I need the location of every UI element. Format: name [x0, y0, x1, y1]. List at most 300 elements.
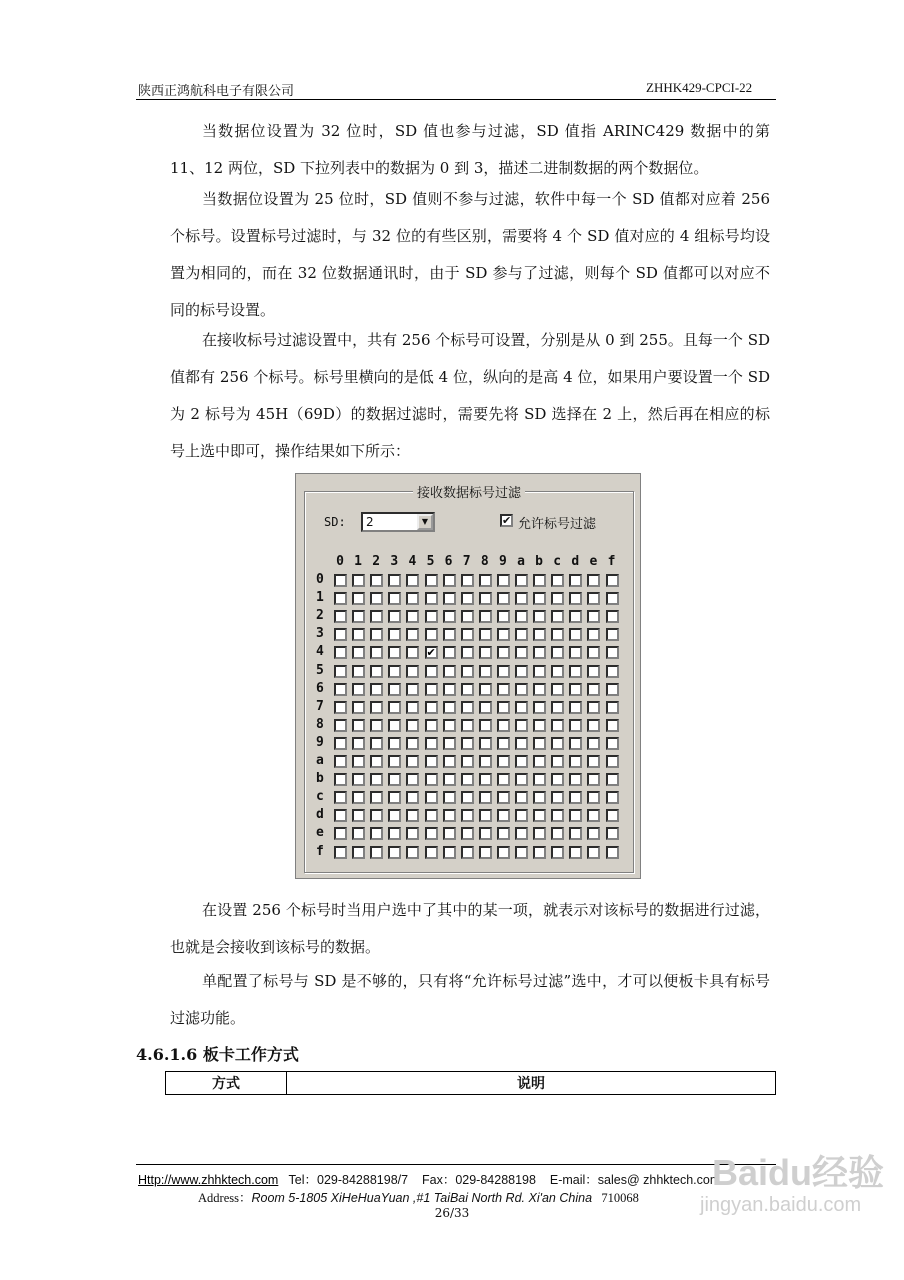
- label-checkbox[interactable]: [587, 846, 600, 859]
- label-checkbox[interactable]: [425, 737, 438, 750]
- column-header: 8: [480, 554, 489, 569]
- label-checkbox[interactable]: [443, 665, 456, 678]
- allow-filter-checkbox[interactable]: ✔: [502, 514, 512, 527]
- label-checkbox[interactable]: [443, 791, 456, 804]
- label-checkbox[interactable]: [461, 827, 474, 840]
- label-checkbox[interactable]: [352, 755, 365, 768]
- label-filter-dialog: [295, 473, 641, 879]
- label-checkbox[interactable]: [388, 791, 401, 804]
- footer-rule: [136, 1164, 776, 1165]
- page-number: 26/33: [434, 1206, 470, 1220]
- label-checkbox[interactable]: [388, 701, 401, 714]
- label-checkbox[interactable]: [479, 665, 492, 678]
- label-checkbox[interactable]: [334, 574, 347, 587]
- label-checkbox[interactable]: [533, 846, 546, 859]
- label-checkbox[interactable]: [352, 701, 365, 714]
- label-checkbox[interactable]: [551, 827, 564, 840]
- table-header-description: 说明: [287, 1072, 776, 1095]
- label-checkbox[interactable]: [497, 574, 510, 587]
- label-checkbox[interactable]: [352, 592, 365, 605]
- label-checkbox[interactable]: [370, 791, 383, 804]
- label-checkbox[interactable]: [587, 683, 600, 696]
- label-checkbox[interactable]: [533, 719, 546, 732]
- label-checkbox[interactable]: [497, 737, 510, 750]
- label-checkbox[interactable]: [569, 683, 582, 696]
- label-checkbox[interactable]: [479, 719, 492, 732]
- label-checkbox[interactable]: [606, 665, 619, 678]
- label-checkbox[interactable]: [587, 827, 600, 840]
- sd-dropdown[interactable]: [361, 512, 435, 532]
- label-checkbox[interactable]: [334, 592, 347, 605]
- label-checkbox[interactable]: [551, 646, 564, 659]
- label-checkbox[interactable]: [461, 719, 474, 732]
- label-checkbox[interactable]: [606, 683, 619, 696]
- label-checkbox[interactable]: [370, 592, 383, 605]
- label-checkbox[interactable]: [388, 809, 401, 822]
- label-checkbox[interactable]: [370, 683, 383, 696]
- label-checkbox[interactable]: [606, 592, 619, 605]
- header-doc-code: ZHHK429-CPCI-22: [646, 80, 753, 95]
- label-checkbox[interactable]: [515, 628, 528, 641]
- label-checkbox[interactable]: [425, 827, 438, 840]
- label-checkbox[interactable]: [406, 683, 419, 696]
- label-checkbox[interactable]: [352, 791, 365, 804]
- label-checkbox[interactable]: [352, 846, 365, 859]
- label-checkbox[interactable]: [479, 737, 492, 750]
- label-checkbox[interactable]: [569, 610, 582, 623]
- label-checkbox[interactable]: [569, 773, 582, 786]
- label-checkbox[interactable]: [370, 665, 383, 678]
- label-checkbox[interactable]: [497, 755, 510, 768]
- label-checkbox[interactable]: [569, 646, 582, 659]
- label-checkbox[interactable]: [370, 574, 383, 587]
- label-checkbox[interactable]: [587, 574, 600, 587]
- label-checkbox[interactable]: [406, 574, 419, 587]
- footer-address-text: Room 5-1805 XiHeHuaYuan ,#1 TaiBai North Rd. Xi'an China: [251, 1191, 593, 1205]
- label-checkbox[interactable]: [515, 791, 528, 804]
- groupbox-title: 接收数据标号过滤: [413, 482, 525, 501]
- label-checkbox[interactable]: [461, 592, 474, 605]
- label-checkbox[interactable]: [587, 628, 600, 641]
- column-header: 4: [408, 554, 417, 569]
- label-checkbox[interactable]: [370, 719, 383, 732]
- footer-url-link[interactable]: Http://www.zhhktech.com: [138, 1173, 279, 1187]
- label-checkbox[interactable]: [515, 701, 528, 714]
- row-header: f: [316, 843, 324, 859]
- label-checkbox[interactable]: [569, 737, 582, 750]
- label-checkbox[interactable]: [461, 809, 474, 822]
- label-checkbox[interactable]: [479, 610, 492, 623]
- label-checkbox[interactable]: [352, 646, 365, 659]
- label-checkbox[interactable]: [533, 646, 546, 659]
- label-checkbox[interactable]: [479, 701, 492, 714]
- label-checkbox[interactable]: [388, 665, 401, 678]
- label-checkbox[interactable]: [606, 773, 619, 786]
- label-checkbox[interactable]: [443, 846, 456, 859]
- label-checkbox[interactable]: [569, 755, 582, 768]
- label-checkbox[interactable]: [479, 773, 492, 786]
- label-checkbox[interactable]: [406, 846, 419, 859]
- label-checkbox[interactable]: [569, 791, 582, 804]
- label-checkbox[interactable]: [406, 791, 419, 804]
- label-checkbox[interactable]: [461, 628, 474, 641]
- label-checkbox[interactable]: [370, 701, 383, 714]
- label-checkbox[interactable]: [606, 701, 619, 714]
- label-checkbox[interactable]: [461, 574, 474, 587]
- label-checkbox[interactable]: [443, 755, 456, 768]
- label-checkbox[interactable]: [551, 683, 564, 696]
- label-checkbox[interactable]: [370, 610, 383, 623]
- label-checkbox[interactable]: [515, 592, 528, 605]
- label-checkbox[interactable]: [425, 755, 438, 768]
- label-checkbox[interactable]: [406, 628, 419, 641]
- label-checkbox[interactable]: [479, 683, 492, 696]
- label-checkbox[interactable]: [497, 592, 510, 605]
- label-checkbox[interactable]: [587, 773, 600, 786]
- label-checkbox[interactable]: [425, 809, 438, 822]
- label-checkbox[interactable]: [497, 791, 510, 804]
- label-checkbox[interactable]: [479, 827, 492, 840]
- label-checkbox[interactable]: [515, 755, 528, 768]
- footer-contact: [138, 1170, 720, 1188]
- label-checkbox[interactable]: [569, 846, 582, 859]
- label-checkbox[interactable]: [606, 737, 619, 750]
- label-checkbox[interactable]: [533, 592, 546, 605]
- label-checkbox[interactable]: [606, 791, 619, 804]
- label-checkbox[interactable]: [370, 846, 383, 859]
- label-checkbox[interactable]: [443, 574, 456, 587]
- label-checkbox[interactable]: [461, 610, 474, 623]
- label-checkbox[interactable]: [497, 665, 510, 678]
- label-checkbox[interactable]: [551, 737, 564, 750]
- column-header: 6: [444, 554, 453, 569]
- label-checkbox[interactable]: [479, 846, 492, 859]
- label-checkbox[interactable]: [551, 755, 564, 768]
- label-checkbox[interactable]: [352, 719, 365, 732]
- row-header: b: [316, 771, 324, 787]
- column-header: 9: [498, 554, 507, 569]
- label-checkbox[interactable]: [425, 846, 438, 859]
- label-checkbox[interactable]: [352, 610, 365, 623]
- label-checkbox[interactable]: [569, 719, 582, 732]
- label-checkbox[interactable]: [587, 592, 600, 605]
- label-checkbox[interactable]: [533, 628, 546, 641]
- label-checkbox[interactable]: [352, 737, 365, 750]
- label-checkbox[interactable]: [406, 827, 419, 840]
- label-checkbox[interactable]: [425, 791, 438, 804]
- label-checkbox[interactable]: [443, 701, 456, 714]
- label-checkbox[interactable]: [388, 646, 401, 659]
- label-checkbox[interactable]: [461, 701, 474, 714]
- label-checkbox[interactable]: [406, 809, 419, 822]
- label-checkbox[interactable]: [370, 809, 383, 822]
- label-checkbox[interactable]: [334, 827, 347, 840]
- label-checkbox[interactable]: [425, 665, 438, 678]
- label-checkbox[interactable]: [515, 646, 528, 659]
- row-header: 2: [316, 608, 324, 624]
- label-checkbox[interactable]: [461, 646, 474, 659]
- column-header: 0: [336, 554, 344, 569]
- header-company: 陕西正鸿航科电子有限公司: [138, 84, 295, 99]
- label-checkbox[interactable]: [569, 574, 582, 587]
- label-checkbox[interactable]: [606, 574, 619, 587]
- label-checkbox[interactable]: [425, 610, 438, 623]
- label-checkbox[interactable]: [569, 592, 582, 605]
- label-checkbox[interactable]: [425, 628, 438, 641]
- label-checkbox[interactable]: [370, 827, 383, 840]
- label-checkbox[interactable]: [352, 574, 365, 587]
- label-checkbox[interactable]: [479, 628, 492, 641]
- label-checkbox[interactable]: [334, 791, 347, 804]
- label-checkbox[interactable]: [533, 827, 546, 840]
- label-checkbox[interactable]: [334, 755, 347, 768]
- label-checkbox[interactable]: [388, 755, 401, 768]
- label-checkbox[interactable]: [533, 665, 546, 678]
- label-checkbox[interactable]: [334, 809, 347, 822]
- label-checkbox[interactable]: [425, 574, 438, 587]
- label-checkbox[interactable]: [334, 701, 347, 714]
- label-checkbox[interactable]: [551, 719, 564, 732]
- label-checkbox[interactable]: [515, 683, 528, 696]
- label-checkbox[interactable]: [388, 592, 401, 605]
- footer-postcode: 710068: [601, 1191, 639, 1205]
- label-checkbox[interactable]: [515, 846, 528, 859]
- label-checkbox[interactable]: [551, 592, 564, 605]
- label-checkbox[interactable]: [551, 846, 564, 859]
- row-header: 1: [316, 590, 324, 606]
- label-checkbox[interactable]: [497, 628, 510, 641]
- label-checkbox[interactable]: [370, 755, 383, 768]
- label-checkbox[interactable]: [533, 737, 546, 750]
- label-checkbox[interactable]: [497, 683, 510, 696]
- table-header-row: [166, 1072, 776, 1095]
- paragraph-label-filter: 在接收标号过滤设置中，共有 256 个标号可设置，分别是从 0 到 255。且每一个 SD 值都有 256 个标号。标号里横向的是低 4 位，纵向的是高 4 位，如果用户要设置一个 SD 为 2 标号为 45H（69D）的数据过滤时，需要先将 SD 选择在 2 上，然后再在相应的标号上选中即可，操作结果如下所示：: [170, 331, 770, 460]
- label-checkbox[interactable]: [443, 592, 456, 605]
- label-checkbox[interactable]: [443, 773, 456, 786]
- column-header: 7: [462, 554, 471, 569]
- label-checkbox[interactable]: [388, 610, 401, 623]
- footer-address-label: Address：: [198, 1191, 252, 1205]
- label-checkbox[interactable]: [388, 683, 401, 696]
- chevron-down-icon[interactable]: ▼: [417, 514, 433, 530]
- label-checkbox[interactable]: [515, 719, 528, 732]
- label-checkbox[interactable]: [334, 665, 347, 678]
- label-checkbox[interactable]: [497, 846, 510, 859]
- label-checkbox[interactable]: [479, 592, 492, 605]
- label-checkbox[interactable]: [461, 737, 474, 750]
- label-checkbox[interactable]: [479, 755, 492, 768]
- label-checkbox[interactable]: [425, 719, 438, 732]
- label-checkbox[interactable]: [352, 665, 365, 678]
- label-checkbox[interactable]: [497, 646, 510, 659]
- label-checkbox[interactable]: [533, 809, 546, 822]
- label-checkbox[interactable]: [443, 610, 456, 623]
- footer-email: E-mail：sales@ zhhktech.com: [549, 1173, 721, 1187]
- label-checkbox[interactable]: [515, 827, 528, 840]
- label-checkbox[interactable]: [606, 719, 619, 732]
- label-checkbox[interactable]: [606, 755, 619, 768]
- label-checkbox[interactable]: [497, 809, 510, 822]
- label-checkbox[interactable]: [587, 809, 600, 822]
- label-checkbox[interactable]: [515, 665, 528, 678]
- label-checkbox[interactable]: [515, 610, 528, 623]
- label-checkbox[interactable]: [425, 701, 438, 714]
- label-checkbox[interactable]: [479, 809, 492, 822]
- watermark-brand: Baidu经验: [712, 1152, 885, 1193]
- sd-selected-value: 2: [366, 515, 374, 529]
- label-checkbox[interactable]: [606, 809, 619, 822]
- label-checkbox[interactable]: [569, 701, 582, 714]
- column-header: c: [553, 554, 562, 569]
- label-checkbox[interactable]: [334, 610, 347, 623]
- label-checkbox[interactable]: [370, 646, 383, 659]
- label-checkbox[interactable]: [352, 683, 365, 696]
- label-checkbox[interactable]: [406, 701, 419, 714]
- label-checkbox[interactable]: [606, 628, 619, 641]
- label-checkbox[interactable]: [406, 665, 419, 678]
- label-checkbox[interactable]: [443, 628, 456, 641]
- label-checkbox[interactable]: [569, 827, 582, 840]
- label-checkbox[interactable]: [587, 719, 600, 732]
- label-checkbox[interactable]: [443, 683, 456, 696]
- label-checkbox[interactable]: [551, 773, 564, 786]
- label-checkbox[interactable]: [497, 719, 510, 732]
- label-checkbox[interactable]: [551, 791, 564, 804]
- label-checkbox[interactable]: [334, 628, 347, 641]
- column-header: 3: [390, 554, 399, 569]
- label-checkbox[interactable]: [461, 683, 474, 696]
- allow-filter-label: 允许标号过滤: [518, 517, 597, 532]
- label-checkbox[interactable]: [497, 773, 510, 786]
- label-checkbox[interactable]: [533, 683, 546, 696]
- label-checkbox[interactable]: [461, 791, 474, 804]
- label-checkbox[interactable]: [461, 755, 474, 768]
- label-checkbox[interactable]: [461, 665, 474, 678]
- label-checkbox[interactable]: [406, 737, 419, 750]
- label-checkbox[interactable]: [388, 574, 401, 587]
- section-title: 4.6.1.6 板卡工作方式: [136, 1045, 299, 1064]
- label-checkbox[interactable]: [461, 773, 474, 786]
- label-checkbox[interactable]: [388, 719, 401, 732]
- label-checkbox[interactable]: [388, 628, 401, 641]
- label-checkbox[interactable]: [388, 737, 401, 750]
- label-checkbox[interactable]: [515, 773, 528, 786]
- label-checkbox[interactable]: [352, 809, 365, 822]
- label-checkbox[interactable]: [334, 646, 347, 659]
- label-checkbox[interactable]: [370, 773, 383, 786]
- label-checkbox[interactable]: [515, 574, 528, 587]
- label-checkbox[interactable]: [533, 755, 546, 768]
- label-checkbox[interactable]: [334, 846, 347, 859]
- label-checkbox[interactable]: [352, 827, 365, 840]
- label-checkbox[interactable]: [388, 846, 401, 859]
- column-header: e: [589, 554, 598, 569]
- label-checkbox[interactable]: [551, 610, 564, 623]
- label-checkbox[interactable]: [551, 628, 564, 641]
- row-header: 8: [316, 716, 324, 732]
- label-checkbox[interactable]: [370, 737, 383, 750]
- label-checkbox[interactable]: [497, 827, 510, 840]
- label-checkbox[interactable]: [425, 683, 438, 696]
- label-checkbox[interactable]: [334, 683, 347, 696]
- label-checkbox[interactable]: [569, 628, 582, 641]
- label-checkbox[interactable]: [606, 646, 619, 659]
- label-checkbox[interactable]: [533, 610, 546, 623]
- label-checkbox[interactable]: [606, 610, 619, 623]
- label-checkbox[interactable]: [587, 610, 600, 623]
- label-checkbox[interactable]: [461, 846, 474, 859]
- work-mode-table: [165, 1071, 776, 1095]
- label-checkbox[interactable]: [551, 665, 564, 678]
- label-checkbox[interactable]: ✔: [426, 646, 436, 660]
- label-checkbox[interactable]: [587, 646, 600, 659]
- label-checkbox[interactable]: [587, 737, 600, 750]
- label-checkbox[interactable]: [352, 628, 365, 641]
- label-checkbox[interactable]: [551, 701, 564, 714]
- row-header: a: [316, 753, 324, 768]
- label-checkbox[interactable]: [388, 827, 401, 840]
- label-checkbox[interactable]: [479, 574, 492, 587]
- label-checkbox[interactable]: [533, 701, 546, 714]
- label-checkbox[interactable]: [497, 701, 510, 714]
- label-checkbox[interactable]: [587, 665, 600, 678]
- label-checkbox[interactable]: [587, 755, 600, 768]
- label-checkbox[interactable]: [515, 737, 528, 750]
- label-checkbox[interactable]: [515, 809, 528, 822]
- label-checkbox[interactable]: [443, 809, 456, 822]
- label-checkbox[interactable]: [406, 646, 419, 659]
- label-checkbox[interactable]: [334, 737, 347, 750]
- label-checkbox[interactable]: [587, 791, 600, 804]
- label-checkbox[interactable]: [406, 610, 419, 623]
- header-rule: [136, 99, 776, 100]
- label-checkbox[interactable]: [352, 773, 365, 786]
- label-checkbox[interactable]: [443, 646, 456, 659]
- row-header: 3: [316, 626, 324, 642]
- label-checkbox[interactable]: [406, 592, 419, 605]
- row-header: e: [316, 825, 324, 841]
- label-checkbox[interactable]: [406, 773, 419, 786]
- label-checkbox[interactable]: [606, 846, 619, 859]
- label-checkbox[interactable]: [406, 719, 419, 732]
- label-checkbox[interactable]: [370, 628, 383, 641]
- label-checkbox[interactable]: [479, 646, 492, 659]
- label-checkbox[interactable]: [587, 701, 600, 714]
- label-checkbox[interactable]: [479, 791, 492, 804]
- label-checkbox[interactable]: [425, 592, 438, 605]
- label-checkbox[interactable]: [443, 827, 456, 840]
- column-header: b: [535, 554, 543, 569]
- label-checkbox[interactable]: [551, 809, 564, 822]
- label-checkbox[interactable]: [606, 827, 619, 840]
- label-checkbox[interactable]: [443, 719, 456, 732]
- label-checkbox[interactable]: [497, 610, 510, 623]
- footer-fax: Fax：029-84288198: [421, 1173, 536, 1187]
- label-checkbox[interactable]: [425, 773, 438, 786]
- label-checkbox[interactable]: [406, 755, 419, 768]
- label-checkbox[interactable]: [533, 791, 546, 804]
- label-checkbox[interactable]: [388, 773, 401, 786]
- label-checkbox[interactable]: [569, 809, 582, 822]
- label-checkbox[interactable]: [569, 665, 582, 678]
- footer-tel: Tel：029-84288198/7: [288, 1173, 409, 1187]
- label-checkbox[interactable]: [533, 773, 546, 786]
- label-checkbox[interactable]: [334, 773, 347, 786]
- label-checkbox[interactable]: [443, 737, 456, 750]
- label-checkbox[interactable]: [551, 574, 564, 587]
- label-checkbox[interactable]: [334, 719, 347, 732]
- label-checkbox[interactable]: [533, 574, 546, 587]
